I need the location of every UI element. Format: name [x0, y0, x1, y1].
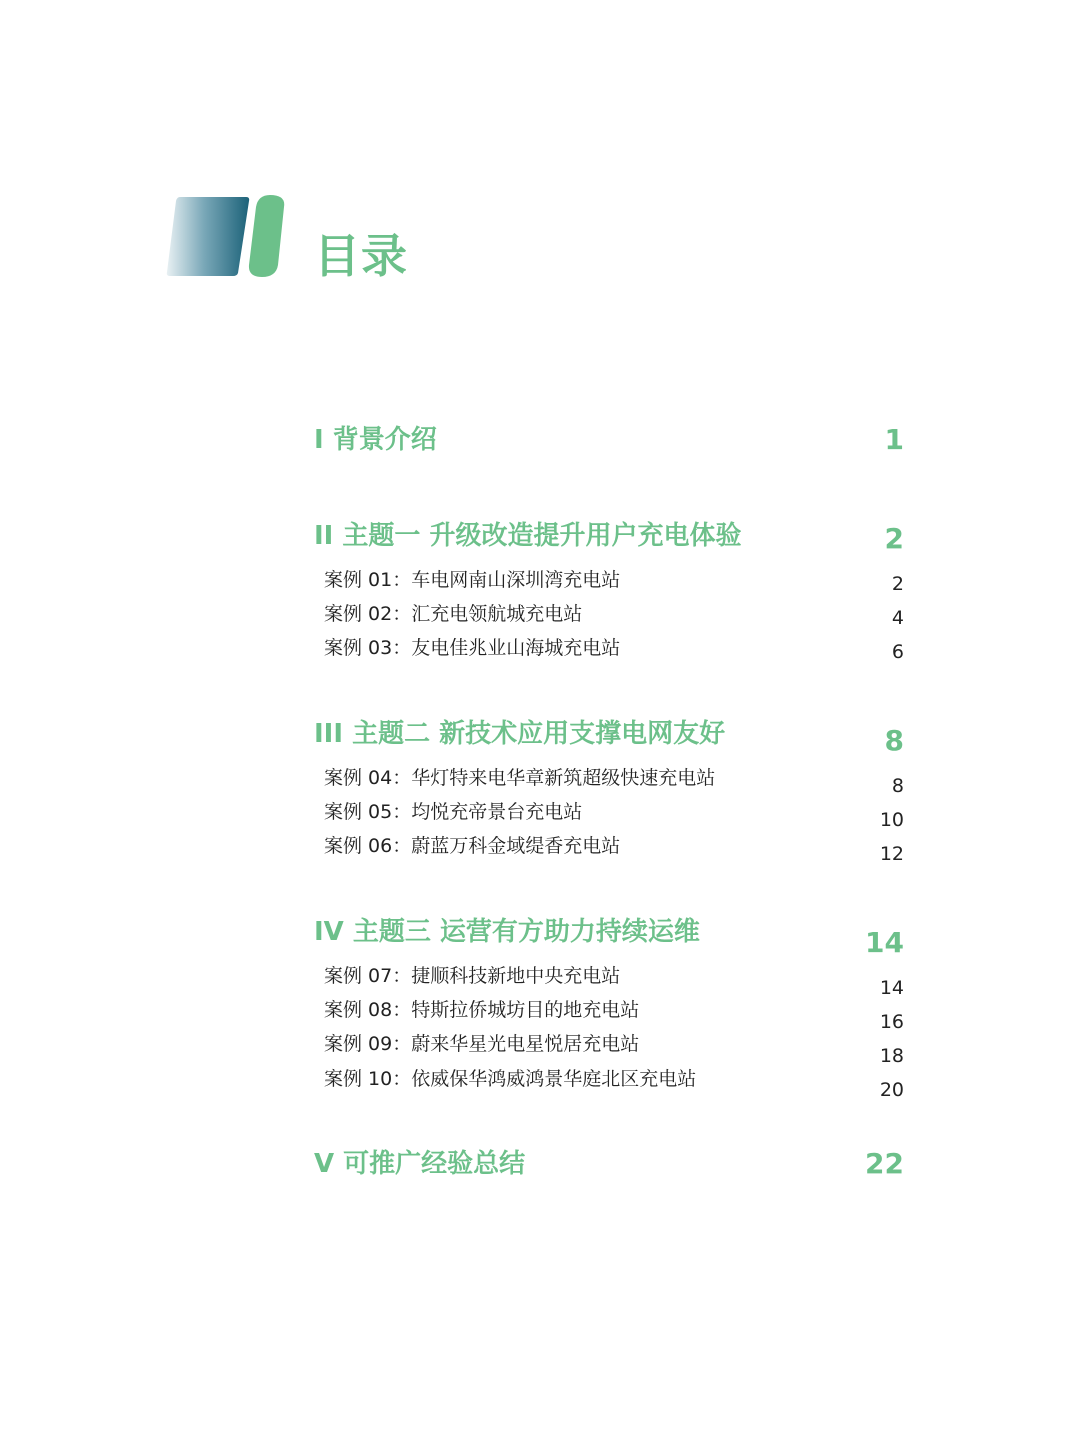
- toc-section-page: 22: [865, 1147, 904, 1180]
- toc-case-page: 8: [891, 775, 904, 797]
- toc-case-page: 18: [879, 1045, 904, 1067]
- toc-case-page: 12: [879, 843, 904, 865]
- toc-case-title: 案例 10：依威保华鸿威鸿景华庭北区充电站: [324, 1068, 697, 1090]
- toc-section-page: 14: [865, 926, 904, 959]
- toc-section-title: III 主题二 新技术应用支撑电网友好: [314, 719, 726, 749]
- toc-section-page: 1: [884, 423, 904, 456]
- title-bar-logo-icon: [166, 195, 286, 277]
- page-title: 目录: [314, 229, 408, 283]
- toc-case-page: 10: [879, 809, 904, 831]
- toc-case-title: 案例 09：蔚来华星光电星悦居充电站: [324, 1033, 640, 1055]
- toc-case-title: 案例 04：华灯特来电华章新筑超级快速充电站: [324, 767, 716, 789]
- toc-case-page: 20: [879, 1079, 904, 1101]
- toc-section-page: 8: [884, 724, 904, 757]
- toc-section-page: 2: [884, 522, 904, 555]
- toc-section-title: II 主题一 升级改造提升用户充电体验: [314, 521, 742, 551]
- toc-case-title: 案例 01：车电网南山深圳湾充电站: [324, 569, 621, 591]
- toc-case-title: 案例 06：蔚蓝万科金域缇香充电站: [324, 835, 621, 857]
- toc-section-title: V 可推广经验总结: [314, 1149, 526, 1179]
- toc-section-title: IV 主题三 运营有方助力持续运维: [314, 917, 700, 947]
- toc-case-title: 案例 03：友电佳兆业山海城充电站: [324, 637, 621, 659]
- toc-case-title: 案例 07：捷顺科技新地中央充电站: [324, 965, 621, 987]
- toc-case-page: 14: [879, 977, 904, 999]
- toc-case-page: 4: [891, 607, 904, 629]
- toc-case-title: 案例 02：汇充电领航城充电站: [324, 603, 583, 625]
- toc-case-page: 2: [891, 573, 904, 595]
- toc-section-title: I 背景介绍: [314, 425, 437, 455]
- toc-case-title: 案例 05：均悦充帝景台充电站: [324, 801, 583, 823]
- toc-case-title: 案例 08：特斯拉侨城坊目的地充电站: [324, 999, 640, 1021]
- toc-case-page: 16: [879, 1011, 904, 1033]
- toc-case-page: 6: [891, 641, 904, 663]
